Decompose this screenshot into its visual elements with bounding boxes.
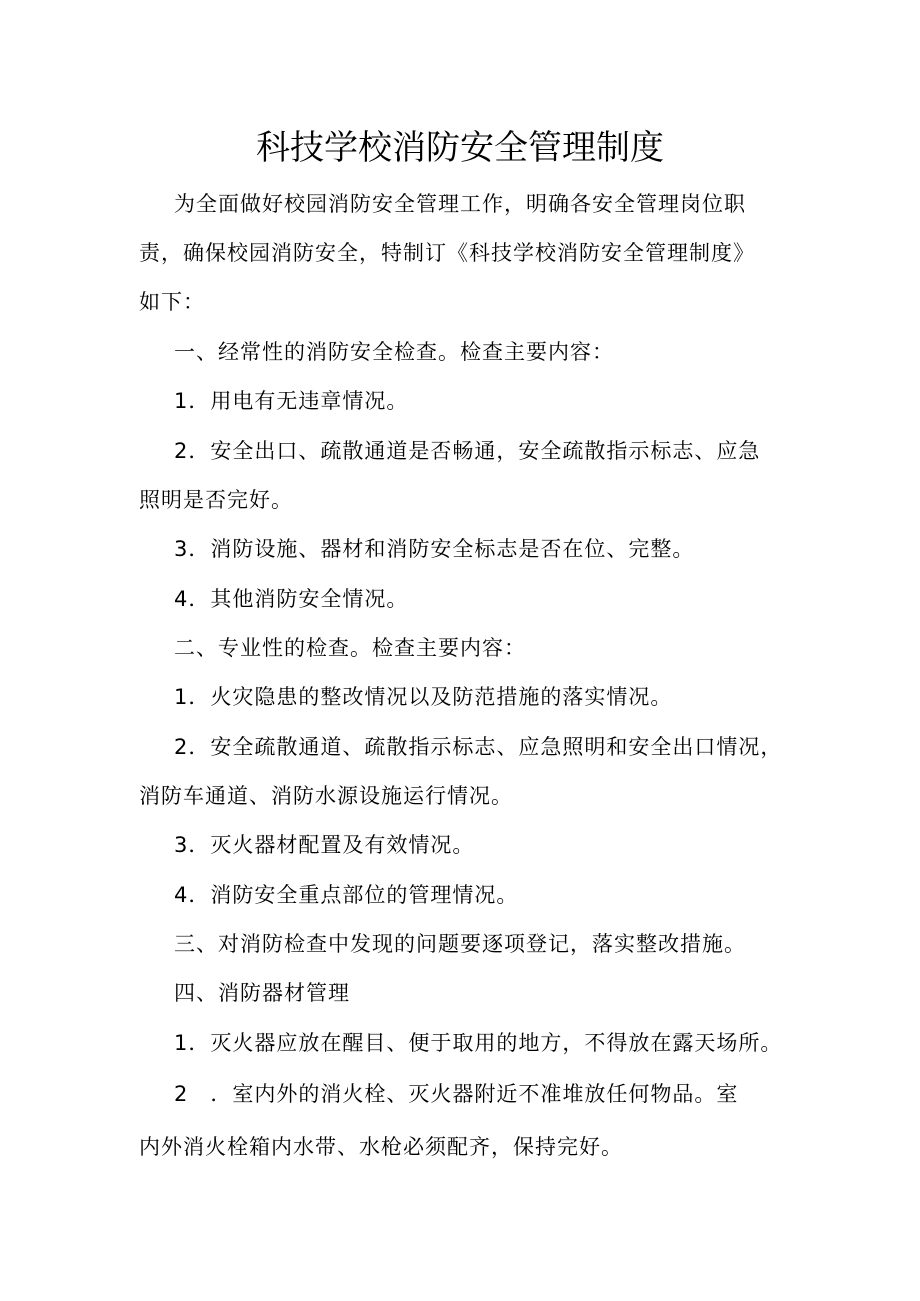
list-item-continuation: 照明是否完好。 [139, 488, 293, 512]
section-heading: 三、对消防检查中发现的问题要逐项登记，落实整改措施。 [174, 932, 746, 956]
list-item: 2．安全疏散通道、疏散指示标志、应急照明和安全出口情况， [174, 735, 783, 759]
section-heading: 二、专业性的检查。检查主要内容： [174, 636, 526, 660]
paragraph-line: 为全面做好校园消防安全管理工作，明确各安全管理岗位职 [174, 192, 746, 216]
section-heading: 一、经常性的消防安全检查。检查主要内容： [174, 340, 614, 364]
list-item: 1．火灾隐患的整改情况以及防范措施的落实情况。 [174, 685, 673, 709]
paragraph-line: 责，确保校园消防安全，特制订《科技学校消防安全管理制度》 [139, 241, 755, 265]
list-item: 4．消防安全重点部位的管理情况。 [174, 883, 519, 907]
document-title: 科技学校消防安全管理制度 [256, 128, 664, 168]
list-item: 2 ．室内外的消火栓、灭火器附近不准堆放任何物品。室 [174, 1082, 739, 1106]
section-heading: 四、消防器材管理 [174, 981, 350, 1005]
list-item: 2．安全出口、疏散通道是否畅通，安全疏散指示标志、应急 [174, 439, 761, 463]
list-item: 1．灭火器应放在醒目、便于取用的地方，不得放在露天场所。 [174, 1031, 783, 1055]
paragraph-line: 如下： [139, 290, 205, 314]
list-item: 3．灭火器材配置及有效情况。 [174, 833, 475, 857]
list-item: 1．用电有无违章情况。 [174, 389, 409, 413]
list-item: 4．其他消防安全情况。 [174, 587, 409, 611]
list-item-continuation: 内外消火栓箱内水带、水枪必须配齐，保持完好。 [139, 1135, 623, 1159]
list-item-continuation: 消防车通道、消防水源设施运行情况。 [139, 784, 513, 808]
list-item: 3．消防设施、器材和消防安全标志是否在位、完整。 [174, 537, 695, 561]
